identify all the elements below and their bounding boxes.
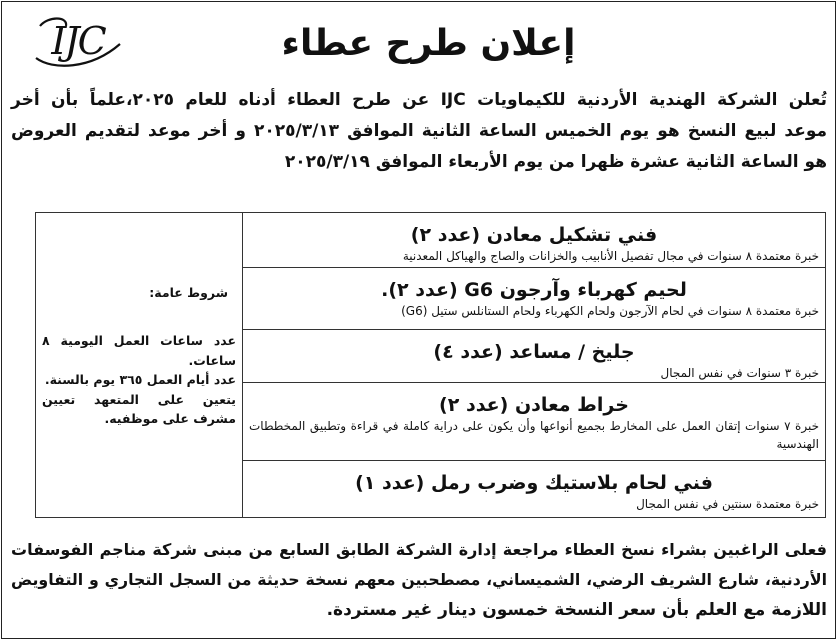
intro-line: تُعلن الشركة الهندية الأردنية للكيماويات IJC عن طرح العطاء أدناه للعام ٢٠٢٥،علماً بأن أخر [11, 90, 827, 110]
condition-item: عدد أيام العمل ٣٦٥ يوم بالسنة. [44, 372, 236, 387]
general-conditions-cell [36, 213, 243, 518]
intro-line: موعد لبيع النسخ هو يوم الخميس الساعة الثانية الموافق ٢٠٢٥/٣/١٣ و أخر موعد لتقديم العروض [11, 121, 827, 141]
position-description: خبرة ٣ سنوات في نفس المجال [660, 366, 819, 380]
condition-item: يتعين على المتعهد تعيين مشرف على موظفيه. [42, 391, 236, 426]
footer-line: الأردنية، شارع الشريف الرضي، الشميساني، مصطحبين معهم نسخة حديثة من السجل التجاري و التفاويض [11, 570, 827, 589]
footer-line: اللازمة مع العلم بأن سعر النسخة خمسون دينار غير مستردة. [326, 600, 827, 620]
positions-table [35, 212, 826, 518]
positions-table-body [36, 213, 826, 518]
footer-paragraph [11, 535, 827, 625]
logo-lettering: IJC [51, 19, 105, 63]
condition-item: عدد ساعات العمل اليومية ٨ ساعات. [42, 333, 236, 368]
position-row [36, 213, 826, 268]
position-cell [243, 330, 826, 383]
announcement-title: إعلان طرح عطاء [281, 23, 576, 64]
position-title: فني لحام بلاستيك وضرب رمل (عدد ١) [355, 472, 713, 494]
position-title: خراط معادن (عدد ٢) [439, 394, 629, 416]
intro-line: هو الساعة الثانية عشرة ظهرا من يوم الأربعاء الموافق ٢٠٢٥/٣/١٩ [284, 152, 827, 172]
position-description: خبرة معتمدة سنتين في نفس المجال [636, 497, 819, 511]
position-cell [243, 213, 826, 268]
general-conditions-heading: شروط عامة: [149, 285, 228, 300]
position-cell [243, 461, 826, 518]
position-description: خبرة معتمدة ٨ سنوات في لحام الآرجون ولحام الكهرباء ولحام الستانلس ستيل (G6) [401, 304, 819, 318]
position-title: لحيم كهرباء وآرجون G6 (عدد ٢). [381, 279, 687, 301]
position-cell [243, 268, 826, 330]
position-cell [243, 383, 826, 461]
footer-line: فعلى الراغبين بشراء نسخ العطاء مراجعة إدارة الشركة الطابق السابع من مبنى شركة مناجم الفوسفات [11, 540, 827, 559]
general-conditions-list [42, 331, 236, 429]
position-title: جليخ / مساعد (عدد ٤) [433, 341, 635, 363]
position-title: فني تشكيل معادن (عدد ٢) [410, 224, 658, 246]
position-description: خبرة معتمدة ٨ سنوات في مجال تفصيل الأنابيب والخزانات والصاج والهياكل المعدنية [402, 249, 819, 263]
intro-paragraph [11, 85, 827, 178]
position-description: خبرة ٧ سنوات إتقان العمل على المخارط بجميع أنواعها وأن يكون على دراية كاملة في قراءة وتطبيق المخططات الهندسية [249, 419, 820, 451]
